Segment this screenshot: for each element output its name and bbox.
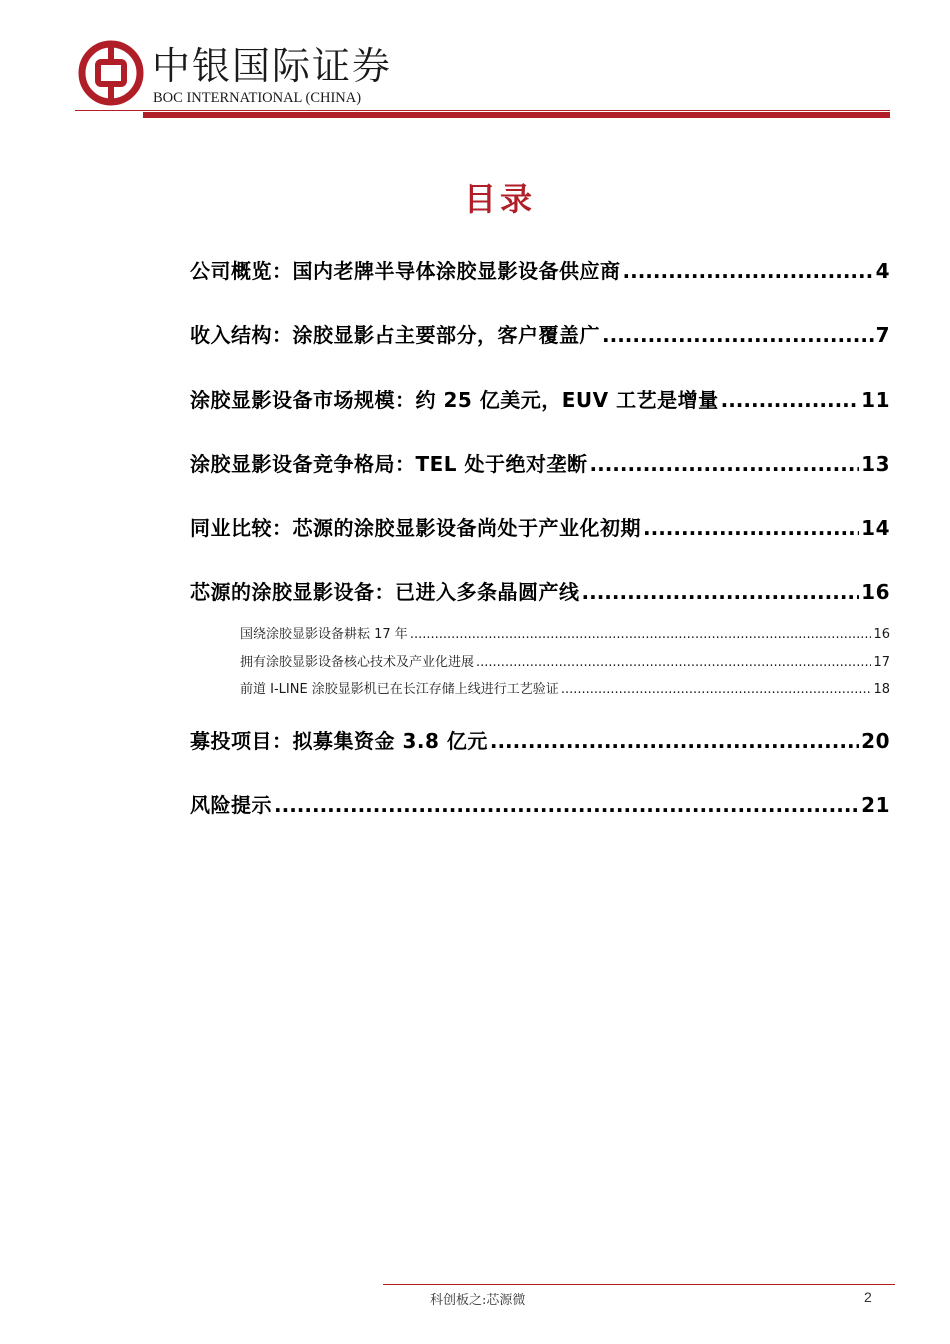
toc-entry-text: 募投项目：拟募集资金 3.8 亿元 <box>190 729 488 753</box>
toc-entry-text: 涂胶显影设备竞争格局：TEL 处于绝对垄断 <box>190 452 588 476</box>
toc-entry-page: 16 <box>861 580 890 604</box>
toc-title: 目录 <box>463 180 536 218</box>
toc-leader <box>274 793 859 817</box>
toc-entry-page: 20 <box>861 729 890 753</box>
toc-sub-entry-text: 前道 I-LINE 涂胶显影机已在长江存储上线进行工艺验证 <box>240 682 559 697</box>
toc-entry-text: 涂胶显影设备市场规模：约 25 亿美元，EUV 工艺是增量 <box>190 388 719 412</box>
boc-logo-icon <box>78 40 144 106</box>
toc-sub-entry[interactable] <box>240 623 890 641</box>
toc-sub-entry[interactable] <box>240 651 890 669</box>
toc-entry-page: 11 <box>861 388 890 412</box>
header-divider-thick <box>143 112 890 118</box>
toc-entry-page: 21 <box>861 793 890 817</box>
toc-leader <box>582 580 860 604</box>
header-divider-thin <box>75 110 890 111</box>
toc-leader <box>490 729 859 753</box>
toc-entry[interactable] <box>190 576 890 604</box>
toc-sub-entry-page: 18 <box>873 682 890 697</box>
toc-leader <box>602 323 874 347</box>
toc-leader <box>643 516 859 540</box>
footer-page-number: 2 <box>864 1289 872 1305</box>
toc-sub-entry[interactable] <box>240 678 890 696</box>
toc-entry-page: 4 <box>875 259 890 283</box>
toc-entry-page: 14 <box>861 516 890 540</box>
toc-leader <box>476 655 871 670</box>
toc-sub-entry-text: 拥有涂胶显影设备核心技术及产业化进展 <box>240 655 475 670</box>
brand-name-en: BOC INTERNATIONAL (CHINA) <box>153 90 362 106</box>
toc-entry[interactable] <box>190 255 890 283</box>
toc-entry[interactable] <box>190 725 890 753</box>
toc-entry-text: 芯源的涂胶显影设备：已进入多条晶圆产线 <box>190 580 580 604</box>
toc-entry[interactable] <box>190 384 890 412</box>
toc-entry-page: 7 <box>875 323 890 347</box>
toc-sub-entry-page: 17 <box>873 655 890 670</box>
toc-leader <box>410 627 872 642</box>
toc-leader <box>590 452 860 476</box>
footer-report-title: 科创板之:芯源微 <box>430 1293 526 1308</box>
toc-sub-entry-text: 国绕涂胶显影设备耕耘 17 年 <box>240 627 408 642</box>
toc-sub-entry-page: 16 <box>873 627 890 642</box>
footer-divider <box>383 1284 895 1285</box>
toc-entry[interactable] <box>190 789 890 817</box>
toc-leader <box>561 682 872 697</box>
toc-entry-text: 收入结构：涂胶显影占主要部分，客户覆盖广 <box>190 323 600 347</box>
toc-entry-text: 同业比较：芯源的涂胶显影设备尚处于产业化初期 <box>190 516 641 540</box>
toc-leader <box>623 259 874 283</box>
toc-entry[interactable] <box>190 512 890 540</box>
toc-entry[interactable] <box>190 448 890 476</box>
toc-entry-page: 13 <box>861 452 890 476</box>
toc-entry-text: 公司概览：国内老牌半导体涂胶显影设备供应商 <box>190 259 621 283</box>
brand-name-cn: 中银国际证券 <box>152 44 393 88</box>
toc-entry[interactable] <box>190 319 890 347</box>
toc-leader <box>721 388 860 412</box>
toc-entry-text: 风险提示 <box>190 793 272 817</box>
